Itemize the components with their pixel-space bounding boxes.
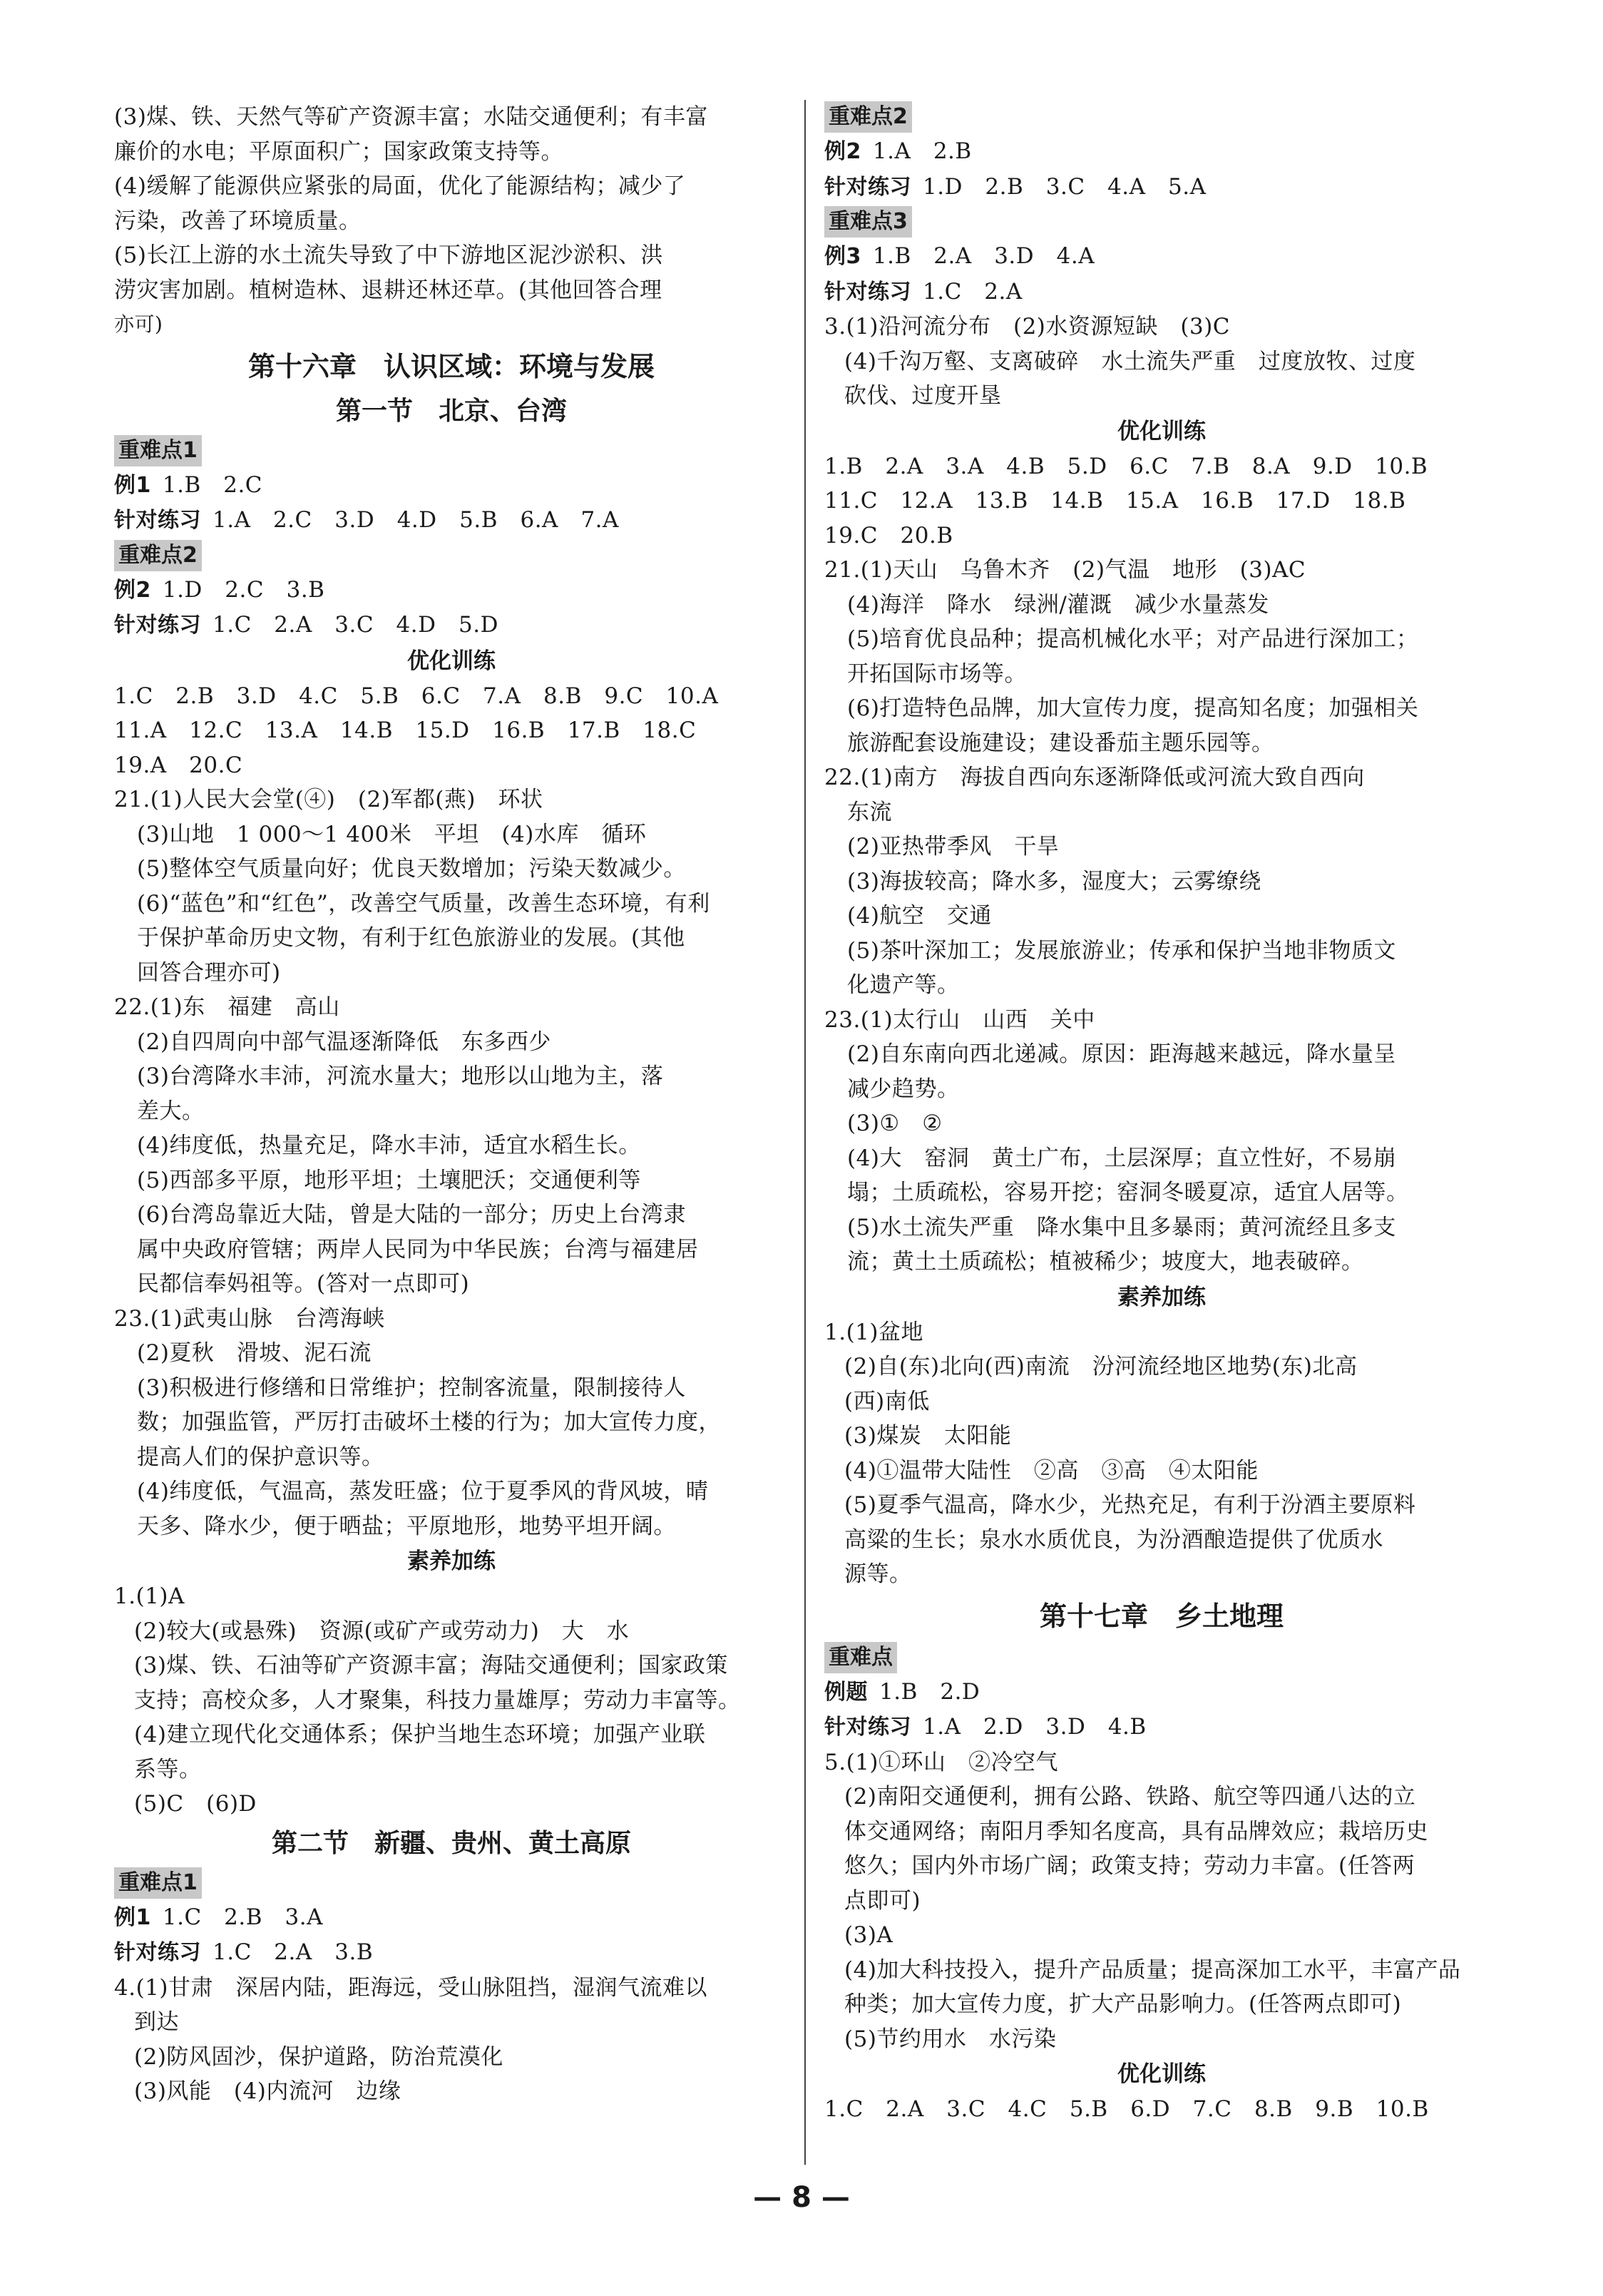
answer-line: 化遗产等。	[847, 972, 960, 998]
key-point-row	[114, 1866, 789, 1900]
answer-line: (5)C (6)D	[134, 1791, 257, 1817]
answer-line: 于保护革命历史文物，有利于红色旅游业的发展。(其他	[137, 925, 685, 951]
answer-line: 19.A 20.C	[114, 752, 243, 778]
answer-text: 1.D 2.B 3.C 4.A 5.A	[923, 173, 1207, 200]
answer-line: (4)航空 交通	[847, 903, 992, 929]
answer-line: (2)自东南向西北递减。原因：距海越来越远，降水量呈	[847, 1041, 1396, 1067]
answer-line: (2)亚热带季风 干旱	[847, 834, 1060, 859]
subsection-heading: 素养加练	[407, 1548, 496, 1574]
answer-line: 廉价的水电；平原面积广；国家政策支持等。	[114, 138, 563, 165]
answer-line	[824, 1710, 1499, 1745]
answer-line: 减少趋势。	[847, 1076, 960, 1102]
answer-label: 例2	[114, 577, 151, 603]
answer-line: (4)建立现代化交通体系；保护当地生态环境；加强产业联	[134, 1722, 706, 1747]
key-point-row	[824, 1641, 1499, 1675]
page-number: — 8 —	[753, 2181, 850, 2214]
answer-line: (5)水土流失严重 降水集中且多暴雨；黄河流经且多支	[847, 1214, 1396, 1240]
answer-line: 1.(1)A	[114, 1583, 185, 1609]
answer-label: 例题	[824, 1679, 868, 1705]
answer-line: (4)海洋 降水 绿洲/灌溉 减少水量蒸发	[847, 591, 1269, 618]
answer-line: 源等。	[844, 1561, 912, 1587]
answer-line: 23.(1)武夷山脉 台湾海峡	[114, 1305, 385, 1332]
answer-line	[824, 275, 1499, 310]
answer-line: (3)① ②	[847, 1111, 943, 1136]
answer-line: (3)煤炭 太阳能	[844, 1423, 1012, 1449]
answer-line: (3)煤、铁、天然气等矿产资源丰富；水陆交通便利；有丰富	[114, 104, 708, 130]
answer-line: 差大。	[137, 1098, 205, 1124]
answer-line: 涝灾害加剧。植树造林、退耕还林还草。(其他回答合理	[114, 277, 662, 303]
subsection-heading: 优化训练	[1117, 2061, 1206, 2087]
answer-line: 民都信奉妈祖等。(答对一点即可)	[137, 1271, 470, 1297]
answer-line: (5)夏季气温高，降水少，光热充足，有利于汾酒主要原料	[844, 1492, 1416, 1518]
answer-line: 5.(1)①环山 ②冷空气	[824, 1749, 1058, 1775]
answer-text: 1.B 2.D	[879, 1678, 980, 1705]
answer-line: 天多、降水少，便于晒盐；平原地形，地势平坦开阔。	[137, 1513, 676, 1539]
key-point-tag: 重难点	[824, 1642, 897, 1673]
answer-text: 1.D 2.C 3.B	[162, 576, 325, 603]
answer-line: (6)“蓝色”和“红色”，改善空气质量，改善生态环境，有利	[137, 890, 710, 917]
answer-text: 1.B 2.C	[162, 471, 263, 498]
answer-line: 到达	[134, 2009, 179, 2035]
answer-line: 亦可)	[114, 312, 163, 336]
key-point-tag: 重难点2	[114, 540, 202, 571]
answer-label: 针对练习	[824, 174, 911, 200]
answer-line	[824, 170, 1499, 205]
answer-line: 11.A 12.C 13.A 14.B 15.D 16.B 17.B 18.C	[114, 718, 697, 743]
chapter-title: 第十七章 乡土地理	[1039, 1600, 1284, 1632]
answer-line: 22.(1)东 福建 高山	[114, 994, 340, 1020]
answer-line	[114, 608, 789, 643]
right-column	[824, 100, 1499, 2127]
answer-text: 1.A 2.D 3.D 4.B	[923, 1714, 1147, 1740]
answer-line: (4)缓解了能源供应紧张的局面，优化了能源结构；减少了	[114, 173, 686, 199]
answer-line: (4)加大科技投入，提升产品质量；提高深加工水平，丰富产品	[844, 1956, 1461, 1983]
answer-line: 砍伐、过度开垦	[844, 383, 1002, 409]
answer-line: 系等。	[134, 1756, 202, 1782]
answer-line: 高粱的生长；泉水水质优良，为汾酒酿造提供了优质水	[844, 1526, 1383, 1553]
answer-line: 22.(1)南方 海拔自西向东逐渐降低或河流大致自西向	[824, 765, 1365, 790]
answer-line: 1.C 2.A 3.C 4.C 5.B 6.D 7.C 8.B 9.B 10.B	[824, 2096, 1429, 2122]
answer-line: (4)大 窑洞 黄土广布，土层深厚；直立性好，不易崩	[847, 1145, 1396, 1171]
answer-line	[824, 134, 1499, 170]
answer-line	[114, 503, 789, 539]
key-point-tag: 重难点1	[114, 1867, 202, 1899]
key-point-row	[114, 539, 789, 573]
answer-text: 1.C 2.A 3.B	[212, 1939, 374, 1965]
answer-line: 污染，改善了环境质量。	[114, 208, 362, 234]
key-point-row	[824, 100, 1499, 134]
answer-label: 例3	[824, 244, 861, 269]
answer-text: 1.C 2.A	[923, 278, 1023, 305]
answer-line: 回答合理亦可)	[137, 959, 281, 986]
answer-label: 例1	[114, 472, 151, 498]
answer-line: 东流	[847, 799, 892, 825]
answer-line: (5)整体空气质量向好；优良天数增加；污染天数减少。	[137, 856, 686, 882]
key-point-tag: 重难点3	[824, 206, 912, 238]
answer-label: 针对练习	[114, 1940, 201, 1965]
answer-line: 3.(1)沿河流分布 (2)水资源短缺 (3)C	[824, 314, 1231, 340]
column-divider	[804, 100, 806, 2165]
answer-line: (3)积极进行修缮和日常维护；控制客流量，限制接待人	[137, 1374, 686, 1401]
answer-line	[114, 1900, 789, 1936]
answer-line: (2)南阳交通便利，拥有公路、铁路、航空等四通八达的立	[844, 1784, 1416, 1810]
answer-line: (4)千沟万壑、支离破碎 水土流失严重 过度放牧、过度	[844, 348, 1416, 374]
answer-line: 1.B 2.A 3.A 4.B 5.D 6.C 7.B 8.A 9.D 10.B	[824, 453, 1428, 479]
answer-label: 针对练习	[114, 508, 201, 533]
answer-line: 塌；土质疏松，容易开挖；窑洞冬暖夏凉，适宜人居等。	[847, 1180, 1409, 1205]
answer-label: 针对练习	[824, 1715, 911, 1740]
answer-line: (5)长江上游的水土流失导致了中下游地区泥沙淤积、洪	[114, 243, 663, 268]
answer-line: (6)打造特色品牌，加大宣传力度，提高知名度；加强相关	[847, 695, 1419, 721]
key-point-tag: 重难点1	[114, 435, 202, 466]
answer-line: (3)山地 1 000～1 400米 平坦 (4)水库 循环	[137, 821, 647, 847]
answer-line: 21.(1)天山 乌鲁木齐 (2)气温 地形 (3)AC	[824, 557, 1306, 583]
answer-line: 旅游配套设施建设；建设番茄主题乐园等。	[847, 730, 1274, 756]
answer-line: (西)南低	[844, 1388, 930, 1414]
answer-line: 点即可)	[844, 1887, 921, 1914]
answer-line: (5)茶叶深加工；发展旅游业；传承和保护当地非物质文	[847, 937, 1396, 964]
answer-line: (3)台湾降水丰沛，河流水量大；地形以山地为主，落	[137, 1063, 664, 1089]
answer-label: 针对练习	[824, 279, 911, 305]
answer-line	[824, 239, 1499, 275]
answer-line: 1.(1)盆地	[824, 1319, 923, 1345]
answer-line: (2)自四周向中部气温逐渐降低 东多西少	[137, 1029, 551, 1055]
subsection-heading: 优化训练	[407, 648, 496, 674]
answer-line: 支持；高校众多，人才聚集，科技力量雄厚；劳动力丰富等。	[134, 1687, 741, 1713]
answer-label: 例2	[824, 139, 861, 164]
answer-line: (3)煤、铁、石油等矿产资源丰富；海陆交通便利；国家政策	[134, 1653, 728, 1678]
answer-line: 23.(1)太行山 山西 关中	[824, 1006, 1095, 1033]
answer-line	[114, 573, 789, 608]
answer-line: 1.C 2.B 3.D 4.C 5.B 6.C 7.A 8.B 9.C 10.A	[114, 683, 719, 709]
answer-line: 19.C 20.B	[824, 522, 953, 549]
answer-line: 开拓国际市场等。	[847, 660, 1027, 687]
section-title: 第二节 新疆、贵州、黄土高原	[271, 1828, 631, 1858]
answer-line: (4)纬度低，热量充足，降水丰沛，适宜水稻生长。	[137, 1133, 641, 1158]
answer-line: 数；加强监管，严厉打击破坏土楼的行为；加大宣传力度，	[137, 1409, 721, 1435]
chapter-title: 第十六章 认识区域：环境与发展	[247, 350, 655, 382]
answer-line	[114, 1935, 789, 1971]
answer-text: 1.B 2.A 3.D 4.A	[872, 243, 1095, 269]
answer-line	[114, 468, 789, 504]
answer-line: (6)台湾岛靠近大陆，曾是大陆的一部分；历史上台湾隶	[137, 1202, 686, 1228]
key-point-row	[114, 434, 789, 468]
answer-line: 悠久；国内外市场广阔；政策支持；劳动力丰富。(任答两	[844, 1853, 1415, 1879]
answer-text: 1.C 2.B 3.A	[162, 1904, 323, 1930]
left-column	[114, 100, 789, 2109]
answer-label: 针对练习	[114, 613, 201, 638]
answer-line: (3)海拔较高；降水多，湿度大；云雾缭绕	[847, 868, 1261, 894]
answer-line: (5)节约用水 水污染	[844, 2026, 1057, 2052]
answer-line: (2)夏秋 滑坡、泥石流	[137, 1340, 372, 1366]
answer-line: (3)A	[844, 1922, 893, 1948]
answer-text: 1.C 2.A 3.C 4.D 5.D	[212, 612, 498, 638]
answer-line	[824, 1675, 1499, 1710]
answer-line: 4.(1)甘肃 深居内陆，距海远，受山脉阻挡，湿润气流难以	[114, 1974, 707, 2001]
answer-line: 种类；加大宣传力度，扩大产品影响力。(任答两点即可)	[844, 1991, 1402, 2017]
section-title: 第一节 北京、台湾	[335, 396, 567, 426]
answer-line: 11.C 12.A 13.B 14.B 15.A 16.B 17.D 18.B	[824, 488, 1406, 514]
answer-text: 1.A 2.B	[872, 138, 972, 164]
subsection-heading: 优化训练	[1117, 418, 1206, 444]
answer-line: (2)防风固沙，保护道路，防治荒漠化	[134, 2044, 503, 2070]
answer-line: 属中央政府管辖；两岸人民同为中华民族；台湾与福建居	[137, 1236, 699, 1262]
answer-line: (3)风能 (4)内流河 边缘	[134, 2078, 401, 2104]
key-point-tag: 重难点2	[824, 101, 912, 133]
answer-line: 提高人们的保护意识等。	[137, 1444, 384, 1470]
answer-line: (5)培育优良品种；提高机械化水平；对产品进行深加工；	[847, 626, 1419, 652]
answer-line: 流；黄土土质疏松；植被稀少；坡度大，地表破碎。	[847, 1249, 1364, 1275]
subsection-heading: 素养加练	[1117, 1284, 1206, 1310]
answer-line: (4)①温带大陆性 ②高 ③高 ④太阳能	[844, 1457, 1259, 1484]
answer-line: (2)较大(或悬殊) 资源(或矿产或劳动力) 大 水	[134, 1618, 630, 1644]
answer-line: (5)西部多平原，地形平坦；土壤肥沃；交通便利等	[137, 1167, 641, 1193]
answer-text: 1.A 2.C 3.D 4.D 5.B 6.A 7.A	[212, 507, 619, 533]
answer-line: (4)纬度低，气温高，蒸发旺盛；位于夏季风的背风坡，晴	[137, 1479, 709, 1504]
answer-label: 例1	[114, 1904, 151, 1930]
answer-line: 21.(1)人民大会堂(④) (2)军都(燕) 环状	[114, 787, 543, 812]
answer-line: (2)自(东)北向(西)南流 汾河流经地区地势(东)北高	[844, 1354, 1358, 1379]
answer-line: 体交通网络；南阳月季知名度高，具有品牌效应；栽培历史	[844, 1818, 1428, 1845]
key-point-row	[824, 205, 1499, 239]
